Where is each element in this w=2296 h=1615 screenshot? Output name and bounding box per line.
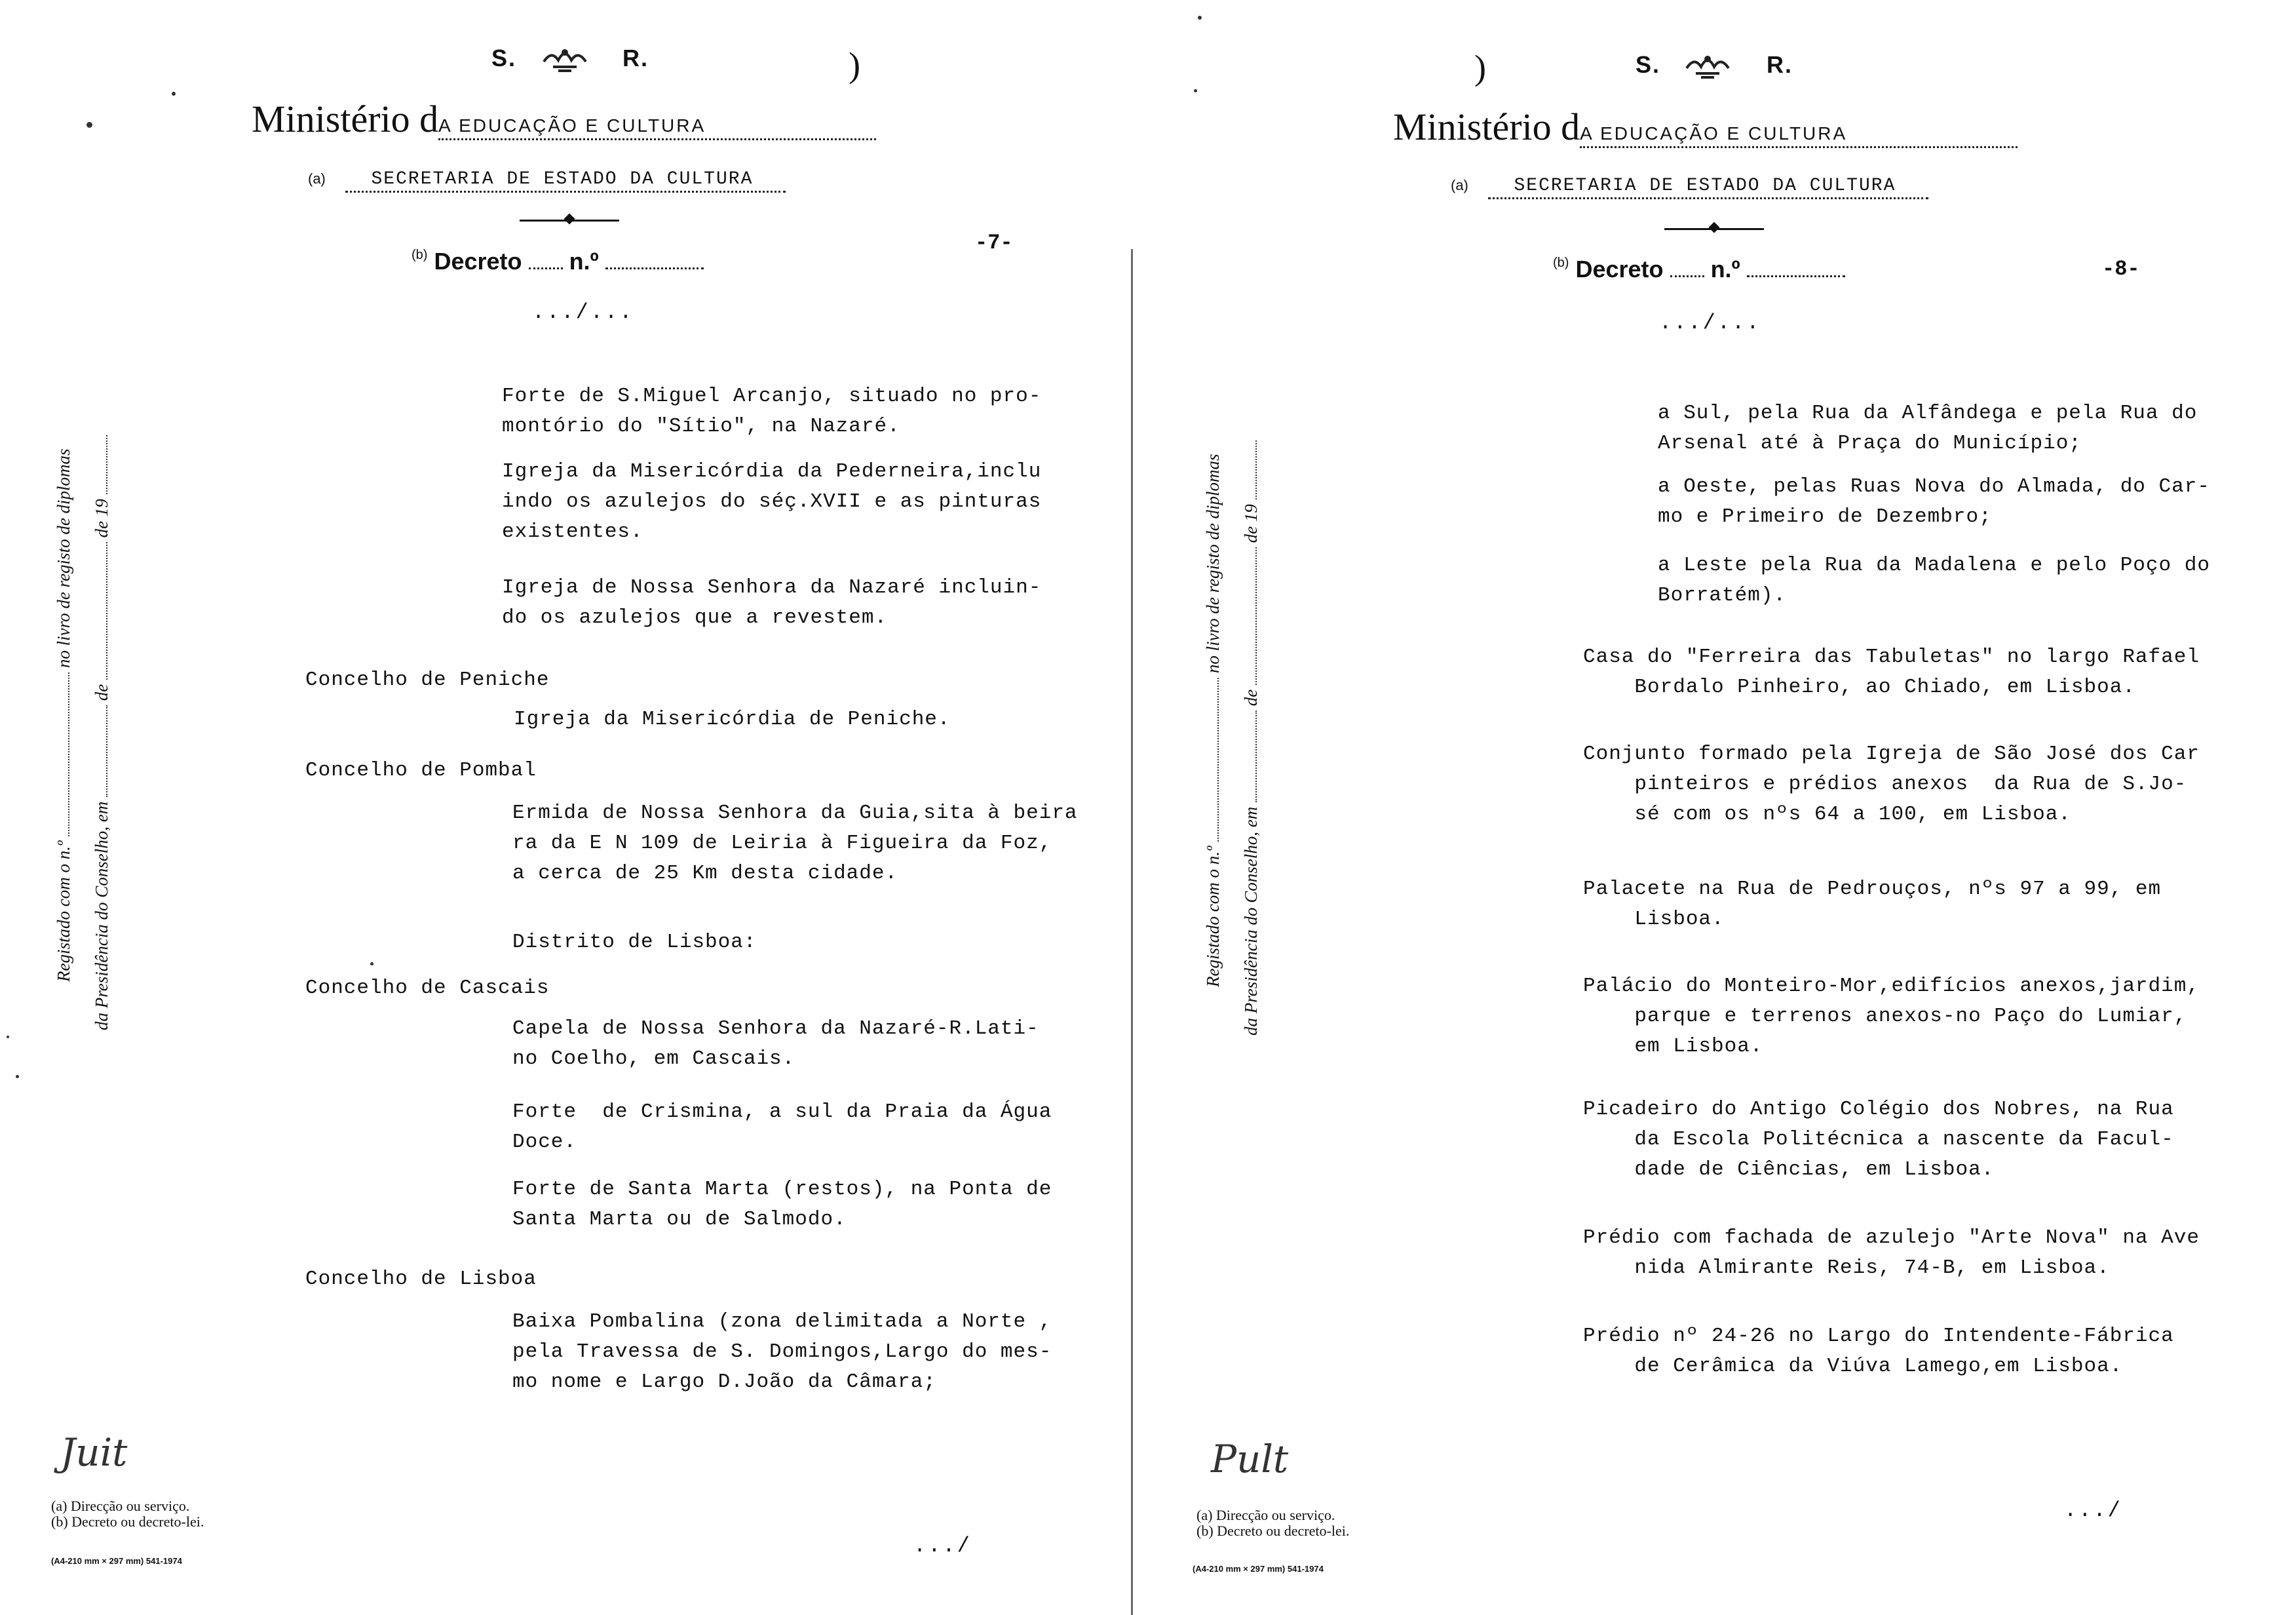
entry-misericordia-peniche: Igreja da Misericórdia de Peniche.	[514, 708, 951, 731]
handwritten-initials: Juit	[60, 1430, 128, 1475]
entry-baixa-pombalina: Baixa Pombalina (zona delimitada a Norte , pela Travessa de S. Domingos,Largo do mes- mo nome e Largo D.João da Câmara;	[512, 1310, 1052, 1393]
decreto-line	[411, 248, 704, 275]
entry-ermida-guia: Ermida de Nossa Senhora da Guia,sita à beira ra da E N 109 de Leiria à Figueira da Foz, a cerca de 25 Km desta cidade.	[512, 802, 1078, 885]
ministry-heading	[252, 97, 876, 141]
entry-predio-arte-nova: Prédio com fachada de azulejo "Arte Nova" na Ave nida Almirante Reis, 74-B, em Lisboa.	[1583, 1226, 2200, 1279]
entry-palacio-monteiro-mor: Palácio do Monteiro-Mor,edifícios anexos,jardim, parque e terrenos anexos-no Paço do Lumiar, em Lisboa.	[1583, 975, 2200, 1058]
continuation-bottom: .../	[913, 1534, 972, 1558]
margin-note-line-1: Registado com o n.º no livro de registo de diplomas	[1203, 454, 1223, 987]
seal-letter-r: R.	[622, 45, 649, 71]
entry-capela-nazare-cascais: Capela de Nossa Senhora da Nazaré-R.Lati- no Coelho, em Cascais.	[512, 1017, 1039, 1070]
entry-igreja-nazare: Igreja de Nossa Senhora da Nazaré incluin- do os azulejos que a revestem.	[502, 576, 1042, 629]
scan-speck	[86, 122, 92, 128]
seal-letter-r: R.	[1767, 51, 1793, 78]
scan-speck	[172, 92, 176, 96]
baixa-limit-west: a Oeste, pelas Ruas Nova do Almada, do Car- mo e Primeiro de Dezembro;	[1658, 475, 2210, 528]
concelho-peniche-heading: Concelho de Peniche	[305, 669, 550, 691]
coat-of-arms-icon	[539, 42, 591, 75]
entry-forte-crismina: Forte de Crismina, a sul da Praia da Água Doce.	[512, 1100, 1052, 1154]
secretaria-marker: (a)	[308, 170, 326, 187]
ornamental-rule	[520, 220, 619, 222]
seal-letter-s: S.	[491, 45, 517, 71]
secretaria-line	[308, 169, 786, 189]
scan-speck	[16, 1075, 19, 1078]
continuation-top: .../...	[532, 300, 634, 324]
ministry-heading	[1393, 105, 2018, 149]
page-number: -7-	[975, 231, 1013, 255]
decreto-marker: (b)	[1553, 256, 1569, 270]
left-page	[0, 0, 1134, 1615]
baixa-limit-east: a Leste pela Rua da Madalena e pelo Poço do Borratém).	[1658, 554, 2210, 607]
decreto-number-label: n.º	[1710, 256, 1740, 282]
scan-speck	[1198, 16, 1202, 20]
entry-picadeiro-colegio-nobres: Picadeiro do Antigo Colégio dos Nobres, na Rua da Escola Politécnica a nascente da Facul- dade de Ciências, em Lisboa.	[1583, 1098, 2174, 1181]
ministry-prefix: Ministério d	[252, 98, 439, 140]
secretaria-text: SECRETARIA DE ESTADO DA CULTURA	[345, 169, 786, 193]
secretaria-line	[1451, 176, 1928, 196]
seal-letter-s: S.	[1636, 51, 1661, 78]
bracket-mark: )	[849, 45, 860, 85]
scan-speck	[7, 1036, 9, 1038]
page-number: -8-	[2102, 257, 2140, 281]
baixa-limit-south: a Sul, pela Rua da Alfândega e pela Rua do Arsenal até à Praça do Município;	[1658, 402, 2198, 455]
footnotes: (a) Direcção ou serviço. (b) Decreto ou decreto-lei.	[1196, 1507, 1350, 1539]
entry-predio-intendente: Prédio nº 24-26 no Largo do Intendente-Fábrica de Cerâmica da Viúva Lamego,em Lisboa.	[1583, 1325, 2174, 1378]
footnotes: (a) Direcção ou serviço. (b) Decreto ou decreto-lei.	[51, 1498, 204, 1530]
entry-igreja-sao-jose: Conjunto formado pela Igreja de São José dos Car pinteiros e prédios anexos da Rua de S.Jo- sé com os nºs 64 a 100, em Lisboa.	[1583, 743, 2200, 826]
continuation-top: .../...	[1659, 311, 1761, 335]
right-page	[1134, 0, 2296, 1615]
decreto-word: Decreto	[1575, 256, 1664, 282]
form-code: (A4-210 mm × 297 mm) 541-1974	[51, 1556, 182, 1566]
secretaria-marker: (a)	[1451, 177, 1468, 193]
continuation-bottom: .../	[2064, 1498, 2122, 1523]
entry-casa-ferreira-tabuletas: Casa do "Ferreira das Tabuletas" no largo Rafael Bordalo Pinheiro, ao Chiado, em Lisboa.	[1583, 646, 2200, 699]
distrito-lisboa-heading: Distrito de Lisboa:	[512, 931, 757, 954]
decreto-marker: (b)	[411, 248, 428, 262]
scan-speck	[370, 962, 373, 965]
margin-note-line-2: da Presidência do Conselho, em de de 19	[1241, 440, 1261, 1036]
margin-note-line-1: Registado com o n.º no livro de registo de diplomas	[54, 448, 73, 982]
decreto-word: Decreto	[434, 248, 522, 275]
decreto-number-label: n.º	[569, 248, 599, 275]
scan-speck	[1194, 89, 1197, 92]
form-code: (A4-210 mm × 297 mm) 541-1974	[1193, 1564, 1324, 1574]
concelho-cascais-heading: Concelho de Cascais	[305, 977, 550, 1000]
entry-igreja-pederneira: Igreja da Misericórdia da Pederneira,inclu indo os azulejos do séç.XVII e as pinturas existentes.	[502, 460, 1042, 543]
coat-of-arms-icon	[1681, 49, 1734, 81]
entry-palacete-pedroucos: Palacete na Rua de Pedrouços, nºs 97 a 99, em Lisboa.	[1583, 878, 2162, 931]
bracket-mark: )	[1474, 48, 1486, 87]
handwritten-initials: Pult	[1211, 1437, 1289, 1481]
ministry-name: A EDUCAÇÃO E CULTURA	[1580, 123, 2018, 148]
ornamental-rule	[1664, 228, 1764, 230]
ministry-prefix: Ministério d	[1393, 106, 1580, 148]
margin-note-line-2: da Presidência do Conselho, em de de 19	[92, 435, 112, 1030]
entry-forte-sao-miguel: Forte de S.Miguel Arcanjo, situado no pro- montório do "Sítio", na Nazaré.	[502, 385, 1042, 438]
decreto-line	[1553, 256, 1845, 283]
concelho-lisboa-heading: Concelho de Lisboa	[305, 1268, 537, 1291]
concelho-pombal-heading: Concelho de Pombal	[305, 759, 537, 782]
ministry-name: A EDUCAÇÃO E CULTURA	[438, 115, 876, 140]
secretaria-text: SECRETARIA DE ESTADO DA CULTURA	[1488, 176, 1929, 199]
entry-forte-santa-marta: Forte de Santa Marta (restos), na Ponta de Santa Marta ou de Salmodo.	[512, 1178, 1052, 1231]
